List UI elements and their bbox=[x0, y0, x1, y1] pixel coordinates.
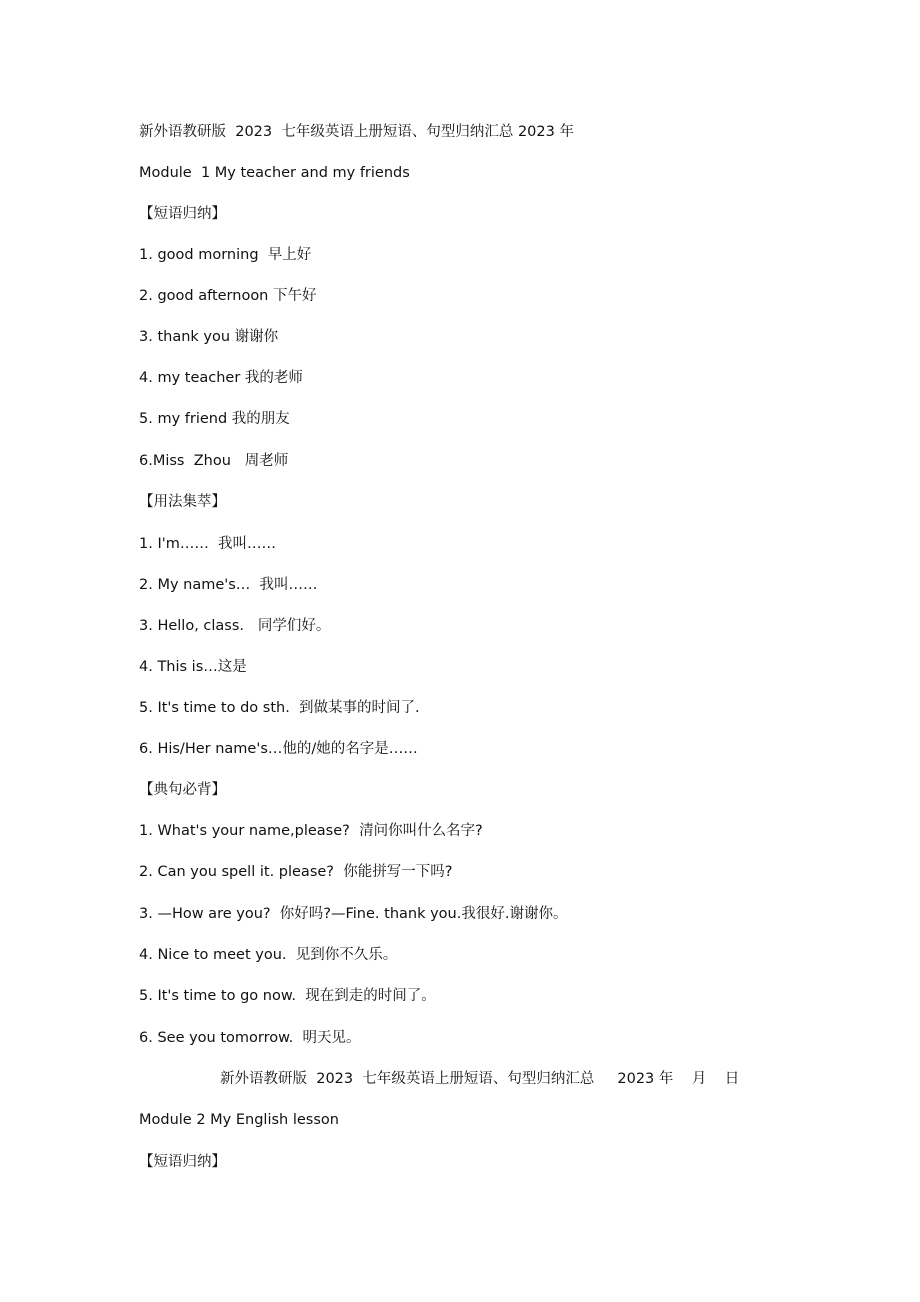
phrase-item: 5. my friend 我的朋友 bbox=[139, 411, 290, 427]
document-title: 新外语教研版 2023 七年级英语上册短语、句型归纳汇总 2023 年 bbox=[139, 124, 574, 140]
phrase-item: 4. my teacher 我的老师 bbox=[139, 370, 303, 386]
usage-item: 3. Hello, class. 同学们好。 bbox=[139, 618, 331, 634]
sentence-item: 4. Nice to meet you. 见到你不久乐。 bbox=[139, 947, 398, 963]
phrase-item: 2. good afternoon 下午好 bbox=[139, 288, 317, 304]
module1-phrases-heading: 【短语归纳】 bbox=[139, 206, 226, 222]
usage-item: 1. I'm…… 我叫…… bbox=[139, 536, 277, 552]
usage-item: 2. My name's… 我叫…… bbox=[139, 577, 318, 593]
sentence-item: 3. —How are you? 你好吗?—Fine. thank you.我很好.谢谢你。 bbox=[139, 906, 568, 922]
module1-heading: Module 1 My teacher and my friends bbox=[139, 165, 410, 181]
module1-usage-heading: 【用法集萃】 bbox=[139, 494, 226, 510]
sentence-item: 5. It's time to go now. 现在到走的时间了。 bbox=[139, 988, 436, 1004]
sentence-item: 2. Can you spell it. please? 你能拼写一下吗? bbox=[139, 864, 453, 880]
usage-item: 6. His/Her name's…他的/她的名字是…… bbox=[139, 741, 418, 757]
module1-sentences-heading: 【典句必背】 bbox=[139, 782, 226, 798]
sentence-item: 6. See you tomorrow. 明天见。 bbox=[139, 1030, 361, 1046]
module2-phrases-heading: 【短语归纳】 bbox=[139, 1154, 226, 1170]
usage-item: 4. This is…这是 bbox=[139, 659, 247, 675]
repeat-title: 新外语教研版 2023 七年级英语上册短语、句型归纳汇总 2023 年 月 日 bbox=[220, 1071, 740, 1087]
module2-heading: Module 2 My English lesson bbox=[139, 1112, 339, 1128]
phrase-item: 1. good morning 早上好 bbox=[139, 247, 312, 263]
phrase-item: 6.Miss Zhou 周老师 bbox=[139, 453, 289, 469]
sentence-item: 1. What's your name,please? 清问你叫什么名字? bbox=[139, 823, 483, 839]
phrase-item: 3. thank you 谢谢你 bbox=[139, 329, 279, 345]
usage-item: 5. It's time to do sth. 到做某事的时间了. bbox=[139, 700, 420, 716]
